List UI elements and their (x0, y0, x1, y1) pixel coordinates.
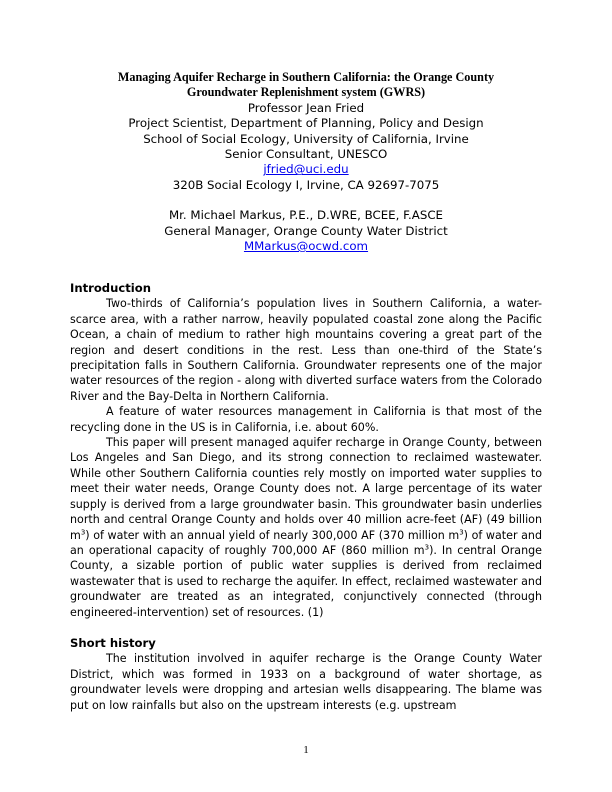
author2-role: General Manager, Orange County Water District (164, 223, 448, 238)
intro-p3-text-4: ). In central Orange County, a sizable portion of public water supplies is derived from reclaimed wastewater that is used to recharge the aquifer. In effect, reclaimed wastewater and groundwater are treated as an integrated, conjunctively connected (through engineered-intervention) set of resources. (1) (70, 543, 542, 619)
author-spacer (70, 193, 542, 208)
section-spacer (70, 620, 542, 636)
author1-address: 320B Social Ecology I, Irvine, CA 92697-7075 (172, 177, 440, 192)
intro-heading: Introduction (70, 281, 151, 295)
superscript-3: 3 (80, 527, 86, 536)
author1-role: Project Scientist, Department of Planning, Policy and Design (128, 116, 484, 131)
page-number: 1 (303, 744, 309, 756)
paper-body (70, 281, 542, 713)
paper-title-line-1: Managing Aquifer Recharge in Southern California: the Orange County (117, 70, 495, 84)
intro-paragraph-1: Two-thirds of California’s population lives in Southern California, a water-scarce area, with a rather narrow, heavily populated coastal zone along the Pacific Ocean, a chain of medium to rather high mountains covering a great part of the region and desert conditions in the rest. Less than one-third of the State’s precipitation falls in Southern California. Groundwater represents one of the major water resources of the region - along with diverted surface waters from the Colorado River and the Bay-Delta in Northern California. (70, 297, 542, 403)
intro-p3-text-3: ) of water and an operational capacity of roughly 700,000 AF (860 million m (70, 528, 542, 557)
superscript-3: 3 (459, 527, 464, 536)
history-paragraph-1: The institution involved in aquifer recharge is the Orange County Water District, which was formed in 1933 on a background of water shortage, as groundwater levels were dropping and artesian wells disappearing. The blame was put on low rainfalls but also on the upstream interests (e.g. upstream (70, 652, 542, 712)
intro-p3-text-2: ) of water with an annual yield of nearly 300,000 AF (370 million m (85, 528, 460, 542)
author2-email-link[interactable]: MMarkus@ocwd.com (243, 239, 369, 254)
author1-name: Professor Jean Fried (247, 100, 365, 115)
paper-header (70, 70, 542, 254)
author2-name: Mr. Michael Markus, P.E., D.WRE, BCEE, F.ASCE (168, 208, 444, 223)
author1-school: School of Social Ecology, University of California, Irvine (143, 131, 469, 146)
history-heading: Short history (70, 635, 156, 650)
superscript-3: 3 (424, 543, 430, 552)
intro-paragraph-3 (70, 435, 542, 620)
author1-consultant: Senior Consultant, UNESCO (224, 147, 388, 162)
paper-title-line-2: Groundwater Replenishment system (GWRS) (186, 85, 426, 100)
intro-paragraph-2: A feature of water resources management in California is that most of the recycling done in the US is in California, i.e. about 60%. (70, 405, 542, 434)
author1-email-link[interactable]: jfried@uci.edu (263, 162, 349, 177)
intro-p3-text-1: This paper will present managed aquifer recharge in Orange County, between Los Angeles and San Diego, and its strong connection to reclaimed wastewater. While other Southern California counties rely mostly on imported water supplies to meet their water needs, Orange County does not. A large percentage of its water supply is derived from a large groundwater basin. This groundwater basin underlies north and central Orange County and holds over 40 million acre-feet (AF) (49 billion m (70, 436, 542, 542)
